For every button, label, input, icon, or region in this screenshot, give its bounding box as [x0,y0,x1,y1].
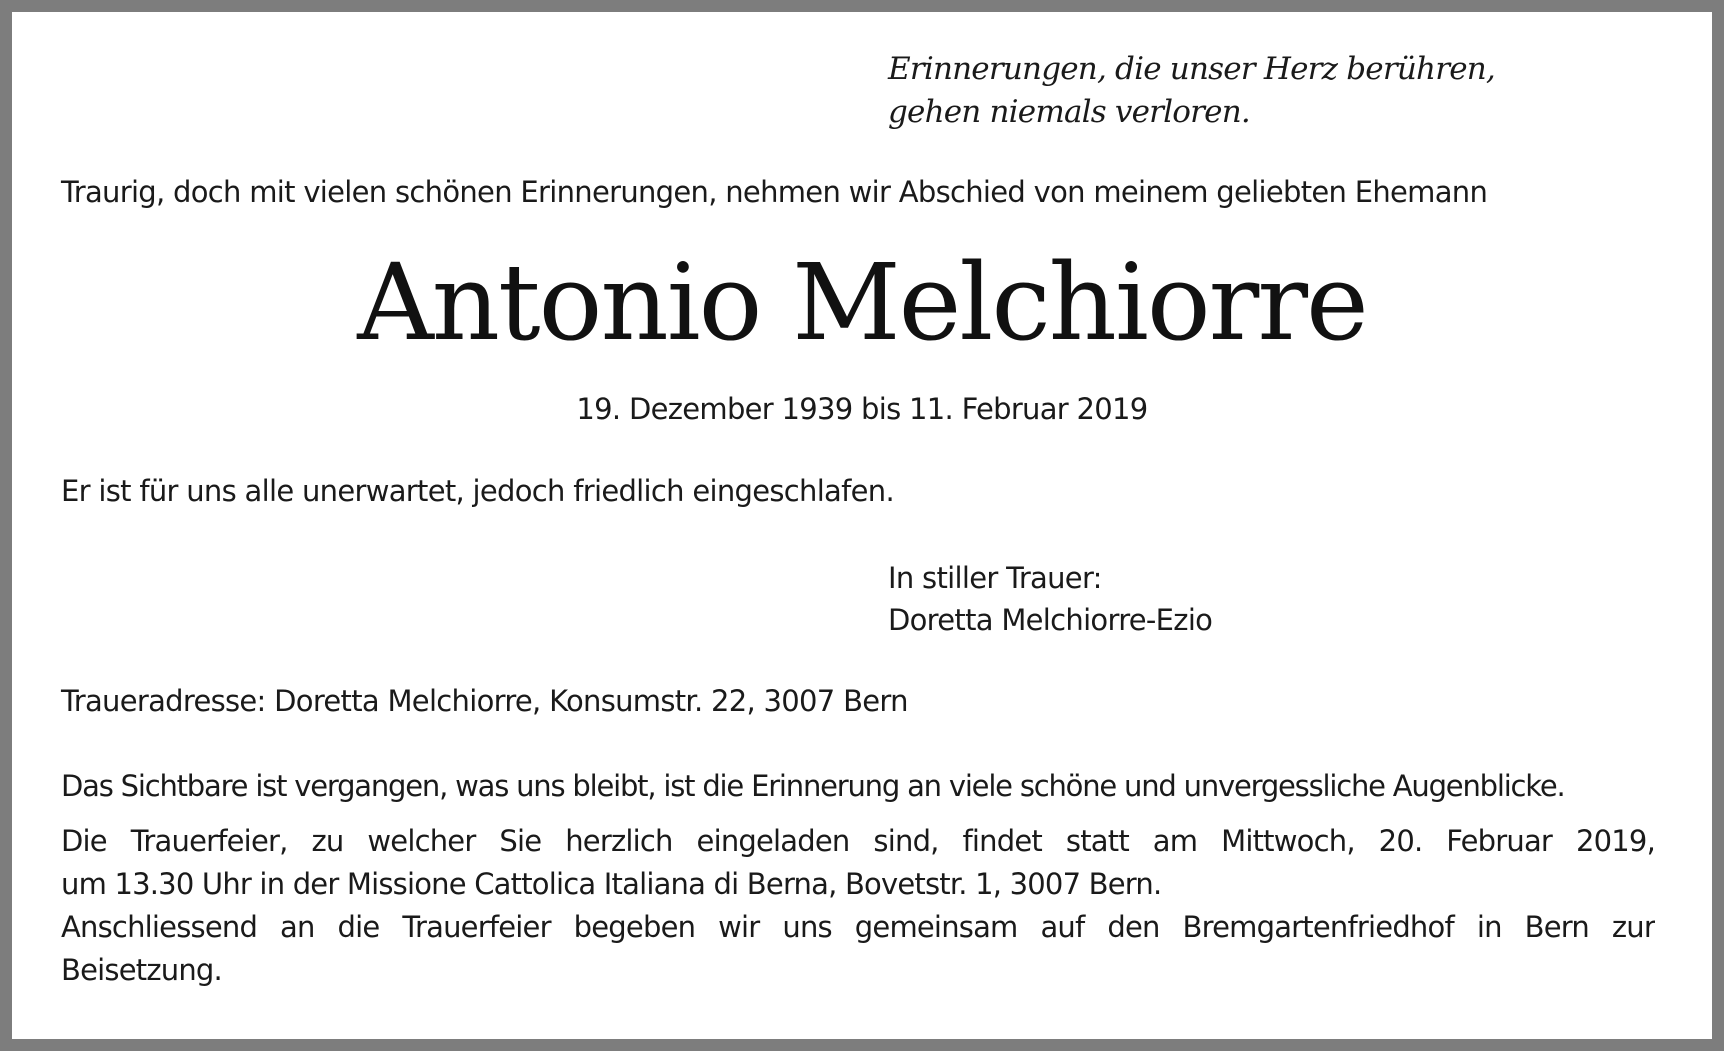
obituary-notice [12,12,1712,1039]
life-dates: 19. Dezember 1939 bis 11. Februar 2019 [576,392,1148,426]
passing-statement: Er ist für uns alle unerwartet, jedoch friedlich eingeschlafen. [61,474,894,508]
motto-line-1: Erinnerungen, die unser Herz berühren, [888,51,1495,87]
ceremony-line-4: Beisetzung. [61,953,222,987]
remembrance-text: Das Sichtbare ist vergangen, was uns bleibt, ist die Erinnerung an viele schöne und unvergessliche Augenblicke. [61,769,1565,803]
intro-text: Traurig, doch mit vielen schönen Erinnerungen, nehmen wir Abschied von meinem geliebten Ehemann [61,175,1488,209]
mourners-block [888,557,1212,641]
mourning-address: Traueradresse: Doretta Melchiorre, Konsumstr. 22, 3007 Bern [61,684,908,718]
mourner-name: Doretta Melchiorre-Ezio [888,603,1213,637]
ceremony-line-2: um 13.30 Uhr in der Missione Cattolica Italiana di Berna, Bovetstr. 1, 3007 Bern. [61,867,1162,901]
mourners-heading: In stiller Trauer: [888,561,1102,595]
ceremony-line-1: Die Trauerfeier, zu welcher Sie herzlich eingeladen sind, findet statt am Mittwoch, 20. Februar 2019, [61,824,1655,858]
ceremony-line-3: Anschliessend an die Trauerfeier begeben wir uns gemeinsam auf den Bremgartenfriedhof in Bern zur [61,910,1655,944]
motto-quote [888,48,1495,134]
motto-line-2: gehen niemals verloren. [888,94,1250,130]
deceased-name: Antonio Melchiorre [357,241,1367,364]
ceremony-details [61,820,1655,992]
